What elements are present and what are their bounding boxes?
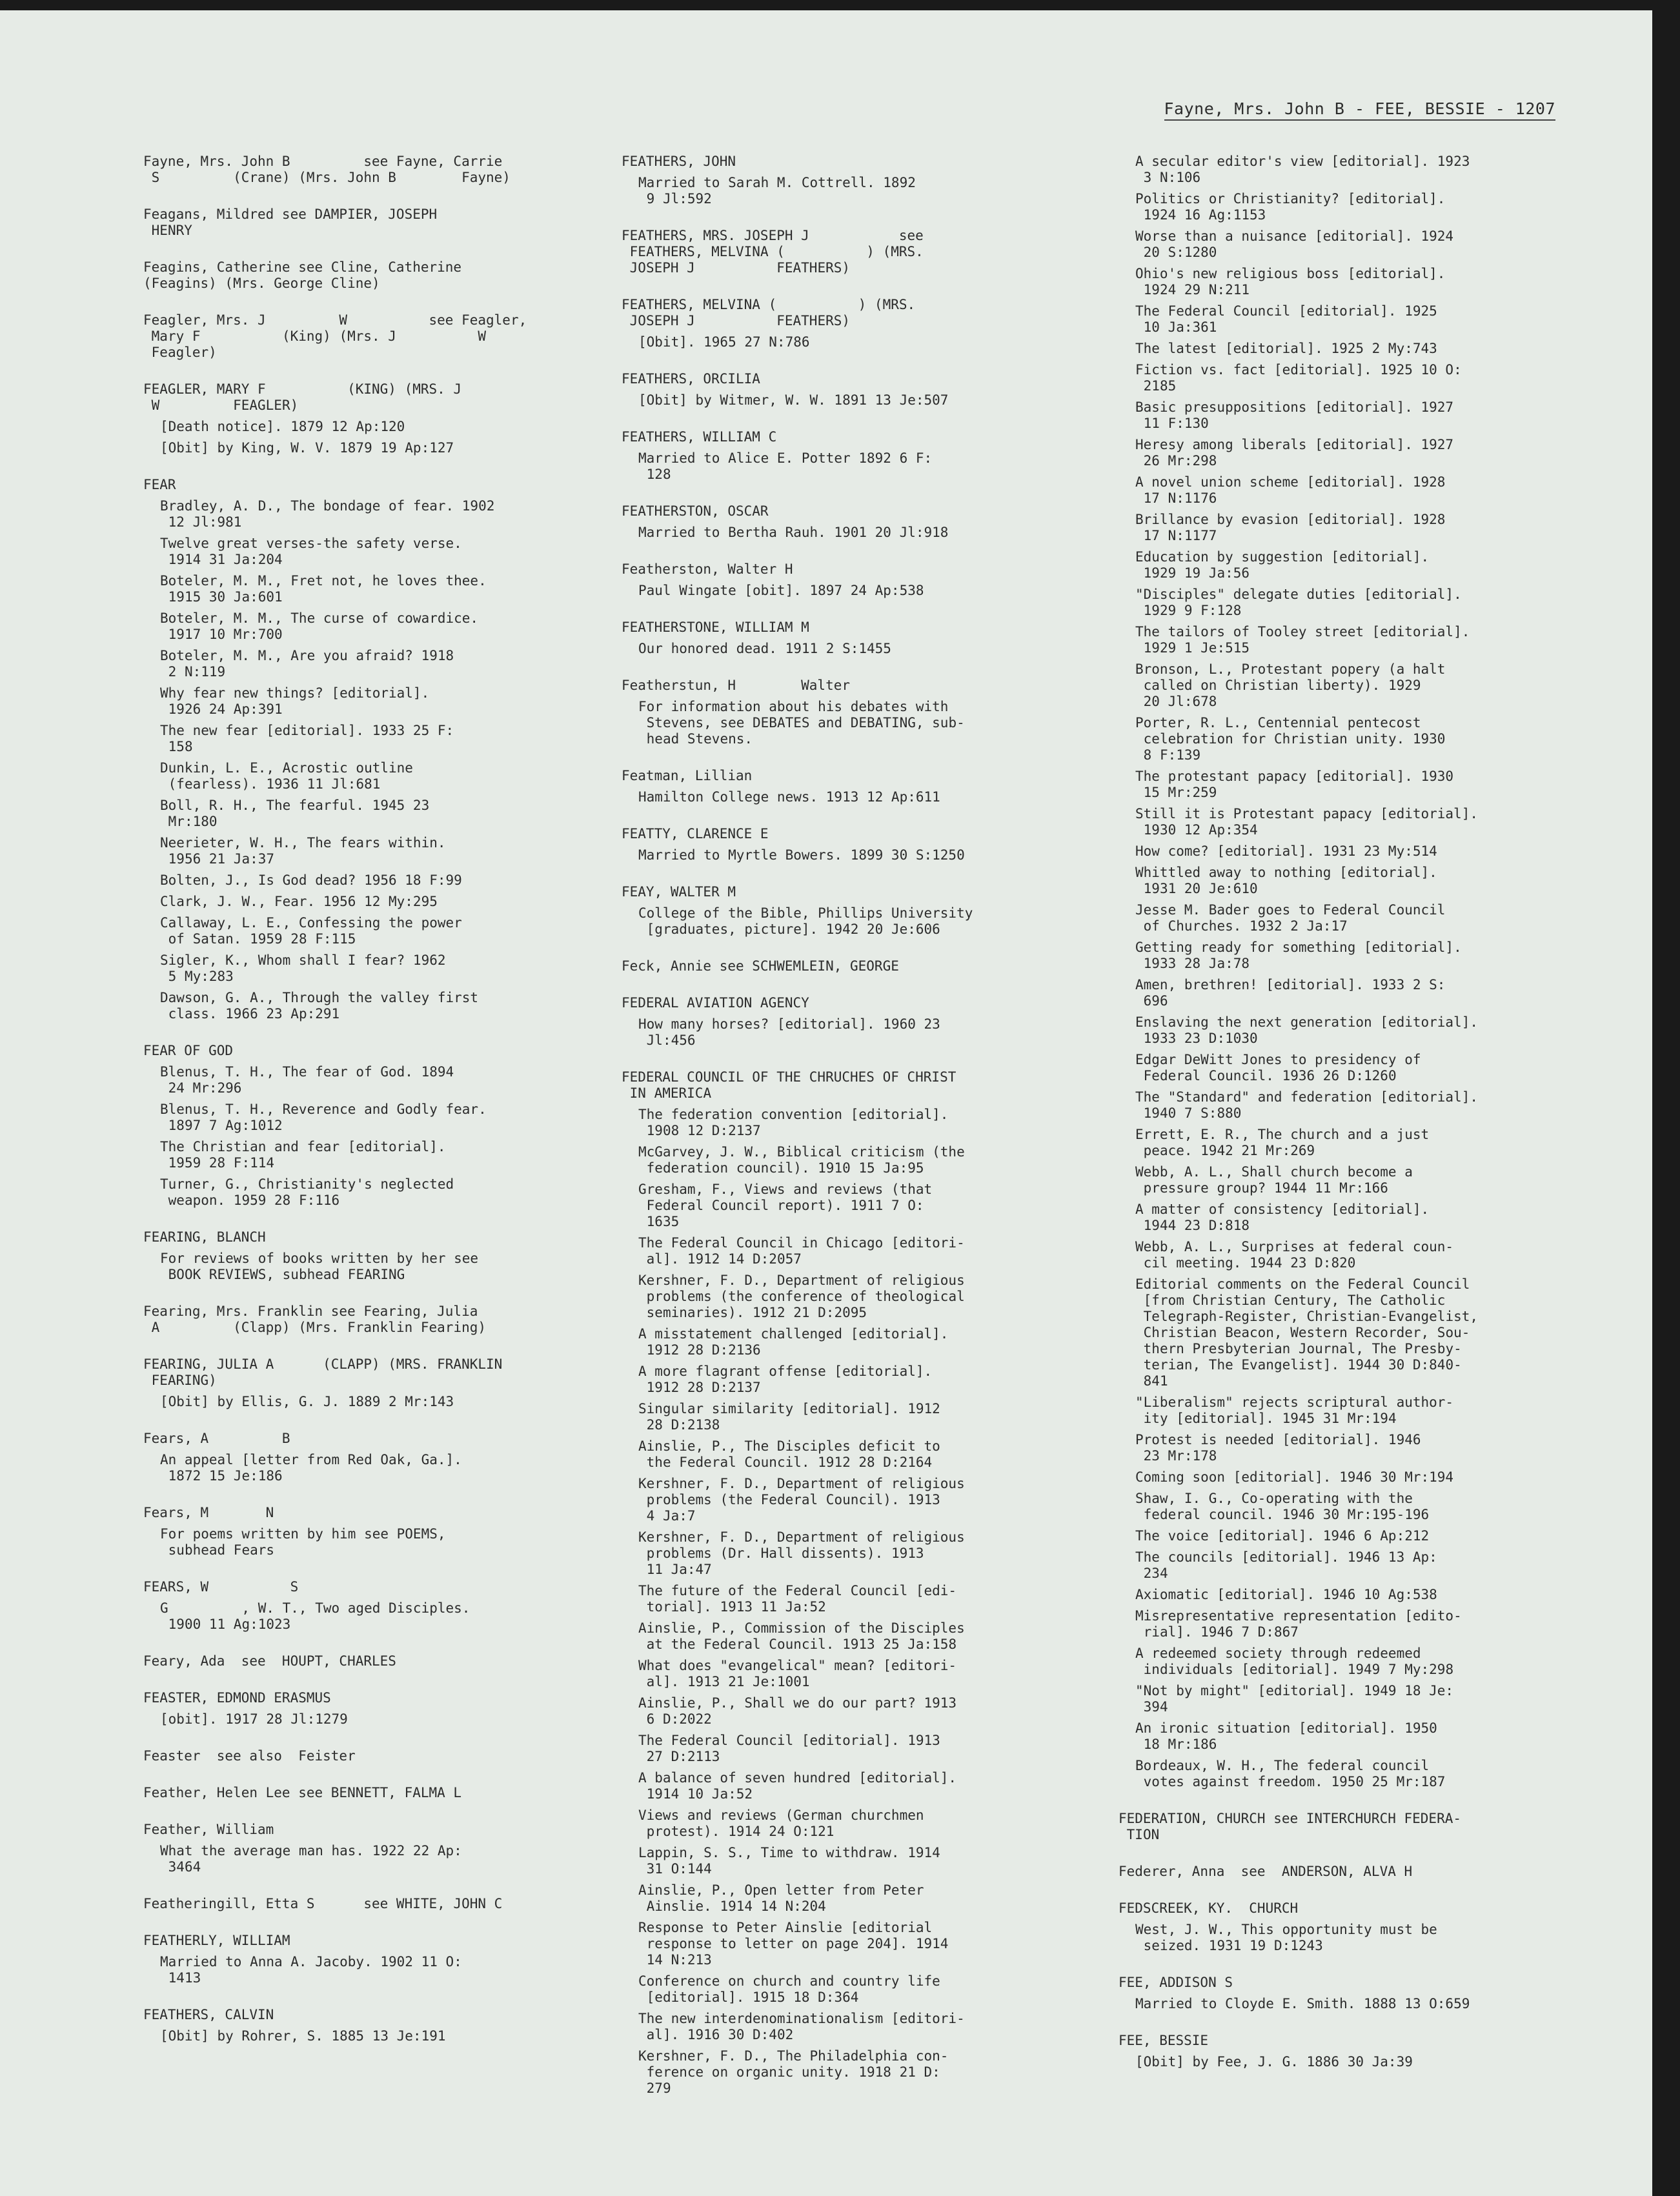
index-entry (1118, 2033, 1570, 2070)
index-page (0, 10, 1652, 2196)
index-entry (143, 1653, 595, 1669)
citation-line: Ohio's new religious boss [editorial]. 1924 29 N:211 (1135, 266, 1446, 297)
citation-line: Shaw, I. G., Co-operating with the federal council. 1946 30 Mr:195-196 (1135, 1491, 1430, 1522)
citation-line: "Liberalism" rejects scriptural author- ity [editorial]. 1945 31 Mr:194 (1135, 1395, 1454, 1426)
index-entry (622, 371, 1073, 408)
citation-line: [Obit] by Fee, J. G. 1886 30 Ja:39 (1135, 2054, 1413, 2070)
citation-line: A secular editor's view [editorial]. 1923 3 N:106 (1135, 154, 1470, 185)
citation-line: A balance of seven hundred [editorial]. 1914 10 Ja:52 (638, 1770, 957, 1802)
citation-line: Married to Cloyde E. Smith. 1888 13 O:659 (1135, 1996, 1470, 2011)
index-entry (143, 477, 595, 1022)
citation-line: The Federal Council in Chicago [editori- al]. 1912 14 D:2057 (638, 1235, 965, 1267)
citation-line: Married to Myrtle Bowers. 1899 30 S:1250 (638, 847, 965, 863)
citation-line: The Federal Council [editorial]. 1913 27 D:2113 (638, 1733, 940, 1764)
index-entry (143, 1690, 595, 1728)
citation-line: Coming soon [editorial]. 1946 30 Mr:194 (1135, 1469, 1454, 1485)
citation-line: The new interdenominationalism [editori- al]. 1916 30 D:402 (638, 2011, 965, 2042)
citation-line: Our honored dead. 1911 2 S:1455 (638, 641, 891, 656)
citation-line: Axiomatic [editorial]. 1946 10 Ag:538 (1135, 1587, 1437, 1602)
index-entry (622, 1069, 1073, 2097)
entry-heading: FEATHERS, MRS. JOSEPH J see FEATHERS, MELVINA ( ) (MRS. JOSEPH J FEATHERS) (622, 228, 924, 276)
citation-line: The latest [editorial]. 1925 2 My:743 (1135, 341, 1437, 356)
index-entry (622, 826, 1073, 863)
citation-line: Clark, J. W., Fear. 1956 12 My:295 (160, 894, 438, 909)
index-entry (622, 154, 1073, 207)
citation-line: Amen, brethren! [editorial]. 1933 2 S: 696 (1135, 977, 1446, 1009)
entry-heading: Feaster see also Feister (143, 1748, 356, 1764)
citation-line: A matter of consistency [editorial]. 1944 23 D:818 (1135, 1202, 1430, 1233)
citation-line: Blenus, T. H., The fear of God. 1894 24 Mr:296 (160, 1064, 454, 1096)
entry-heading: Fears, A B (143, 1431, 290, 1446)
citation-line: Getting ready for something [editorial]. 1933 28 Ja:78 (1135, 940, 1462, 971)
entry-heading: FEAR (143, 477, 176, 492)
citation-line: Hamilton College news. 1913 12 Ap:611 (638, 789, 940, 805)
entry-heading: Feagler, Mrs. J W see Feagler, Mary F (King) (Mrs. J W Feagler) (143, 312, 527, 360)
citation-line: Politics or Christianity? [editorial]. 1924 16 Ag:1153 (1135, 191, 1446, 223)
citation-line: Neerieter, W. H., The fears within. 1956 21 Ja:37 (160, 835, 446, 867)
citation-line: Bolten, J., Is God dead? 1956 18 F:99 (160, 872, 462, 888)
index-entry (622, 297, 1073, 350)
entry-heading: FEATHERS, ORCILIA (622, 371, 760, 387)
entry-heading: FEASTER, EDMOND ERASMUS (143, 1690, 331, 1706)
citation-line: Heresy among liberals [editorial]. 1927 26 Mr:298 (1135, 437, 1454, 468)
citation-line: Basic presuppositions [editorial]. 1927 11 F:130 (1135, 399, 1454, 431)
scan-edge (1652, 0, 1680, 2196)
citation-line: Misrepresentative representation [edito- rial]. 1946 7 D:867 (1135, 1608, 1462, 1640)
citation-line: Ainslie, P., Commission of the Disciples at the Federal Council. 1913 25 Ja:158 (638, 1620, 965, 1652)
citation-line: Boteler, M. M., Are you afraid? 1918 2 N:119 (160, 648, 454, 680)
citation-line: Kershner, F. D., Department of religious problems (the Federal Council). 1913 4 Ja:7 (638, 1476, 965, 1524)
entry-heading: FEARING, JULIA A (CLAPP) (MRS. FRANKLIN FEARING) (143, 1356, 503, 1388)
entry-heading: Feagans, Mildred see DAMPIER, JOSEPH HENRY (143, 207, 438, 238)
index-entry (622, 429, 1073, 483)
citation-line: Singular similarity [editorial]. 1912 28 D:2138 (638, 1401, 940, 1433)
citation-line: The councils [editorial]. 1946 13 Ap: 234 (1135, 1549, 1437, 1581)
entry-heading: Federer, Anna see ANDERSON, ALVA H (1118, 1864, 1413, 1879)
index-entry (622, 228, 1073, 276)
entry-heading: Fayne, Mrs. John B see Fayne, Carrie S (Crane) (Mrs. John B Fayne) (143, 154, 511, 185)
citation-line: Ainslie, P., The Disciples deficit to the Federal Council. 1912 28 D:2164 (638, 1438, 940, 1470)
citation-line: Gresham, F., Views and reviews (that Federal Council report). 1911 7 O: 1635 (638, 1182, 933, 1229)
entry-heading: Feck, Annie see SCHWEMLEIN, GEORGE (622, 958, 899, 974)
citation-line: Edgar DeWitt Jones to presidency of Federal Council. 1936 26 D:1260 (1135, 1052, 1421, 1083)
citation-line: Boteler, M. M., Fret not, he loves thee. 1915 30 Ja:601 (160, 573, 487, 605)
citation-line: [obit]. 1917 28 Jl:1279 (160, 1711, 348, 1727)
citation-line: A misstatement challenged [editorial]. 1912 28 D:2136 (638, 1326, 949, 1358)
index-entry (143, 1304, 595, 1336)
citation-line: Married to Bertha Rauh. 1901 20 Jl:918 (638, 525, 949, 540)
citation-line: The voice [editorial]. 1946 6 Ap:212 (1135, 1528, 1430, 1544)
citation-line: The Christian and fear [editorial]. 1959 28 F:114 (160, 1139, 446, 1171)
index-entry (622, 561, 1073, 599)
entry-heading: Fears, M N (143, 1505, 274, 1520)
citation-line: A redeemed society through redeemed individuals [editorial]. 1949 7 My:298 (1135, 1646, 1454, 1677)
citation-line: Webb, A. L., Shall church become a pressure group? 1944 11 Mr:166 (1135, 1164, 1413, 1196)
citation-line: Bronson, L., Protestant popery (a halt called on Christian liberty). 1929 20 Jl:678 (1135, 661, 1446, 709)
entry-heading: FEDSCREEK, KY. CHURCH (1118, 1900, 1299, 1916)
column-1 (143, 154, 595, 2065)
citation-line: West, J. W., This opportunity must be seized. 1931 19 D:1243 (1135, 1922, 1437, 1953)
citation-line: Married to Anna A. Jacoby. 1902 11 O: 1413 (160, 1954, 462, 1986)
entry-heading: FEDERATION, CHURCH see INTERCHURCH FEDERA- TION (1118, 1811, 1462, 1842)
entry-heading: FEARING, BLANCH (143, 1229, 266, 1245)
citation-line: The future of the Federal Council [edi- torial]. 1913 11 Ja:52 (638, 1583, 957, 1615)
citation-line: How come? [editorial]. 1931 23 My:514 (1135, 843, 1437, 859)
citation-line: Kershner, F. D., Department of religious problems (the conference of theological seminaries). 1912 21 D:2095 (638, 1273, 965, 1320)
citation-line: For poems written by him see POEMS, subhead Fears (160, 1526, 446, 1558)
entry-heading: FEATHERS, MELVINA ( ) (MRS. JOSEPH J FEATHERS) (622, 297, 916, 328)
citation-line: "Disciples" delegate duties [editorial]. 1929 9 F:128 (1135, 587, 1462, 618)
citation-line: Kershner, F. D., The Philadelphia con- ference on organic unity. 1918 21 D: 279 (638, 2048, 949, 2096)
citation-line: Response to Peter Ainslie [editorial response to letter on page 204]. 1914 14 N:213 (638, 1920, 949, 1968)
citation-line: Ainslie, P., Shall we do our part? 1913 6 D:2022 (638, 1695, 957, 1727)
entry-heading: FEATHERS, WILLIAM C (622, 429, 777, 445)
citation-line: Boll, R. H., The fearful. 1945 23 Mr:180 (160, 798, 430, 829)
citation-line: Kershner, F. D., Department of religious problems (Dr. Hall dissents). 1913 11 Ja:47 (638, 1529, 965, 1577)
index-entry (143, 2007, 595, 2044)
citation-line: Dawson, G. A., Through the valley first class. 1966 23 Ap:291 (160, 990, 479, 1022)
entry-heading: FEAGLER, MARY F (KING) (MRS. J W FEAGLER) (143, 381, 462, 413)
index-entry (622, 884, 1073, 938)
entry-heading: Featheringill, Etta S see WHITE, JOHN C (143, 1896, 503, 1911)
citation-line: Married to Sarah M. Cottrell. 1892 9 Jl:592 (638, 175, 916, 207)
citation-line: Worse than a nuisance [editorial]. 1924 20 S:1280 (1135, 228, 1454, 260)
citation-line: For information about his debates with Stevens, see DEBATES and DEBATING, sub- head Stevens. (638, 699, 965, 747)
entry-heading: FEAR OF GOD (143, 1043, 234, 1058)
index-entry (143, 1043, 595, 1209)
citation-line: [Death notice]. 1879 12 Ap:120 (160, 419, 405, 434)
citation-line: The "Standard" and federation [editorial]. 1940 7 S:880 (1135, 1089, 1479, 1121)
citation-line: An appeal [letter from Red Oak, Ga.]. 1872 15 Je:186 (160, 1452, 462, 1484)
index-entry (622, 503, 1073, 541)
citation-line: Lappin, S. S., Time to withdraw. 1914 31 O:144 (638, 1845, 940, 1877)
entry-heading: Feary, Ada see HOUPT, CHARLES (143, 1653, 396, 1669)
citation-line: G , W. T., Two aged Disciples. 1900 11 Ag:1023 (160, 1600, 471, 1632)
citation-line: Education by suggestion [editorial]. 1929 19 Ja:56 (1135, 549, 1430, 581)
entry-heading: Featman, Lillian (622, 768, 753, 783)
column-2 (622, 154, 1073, 2117)
citation-line: Sigler, K., Whom shall I fear? 1962 5 My:283 (160, 952, 446, 984)
citation-line: McGarvey, J. W., Biblical criticism (the federation council). 1910 15 Ja:95 (638, 1144, 965, 1176)
citation-line: What the average man has. 1922 22 Ap: 3464 (160, 1843, 462, 1875)
citation-line: Why fear new things? [editorial]. 1926 24 Ap:391 (160, 685, 430, 717)
citation-line: The tailors of Tooley street [editorial]. 1929 1 Je:515 (1135, 624, 1470, 656)
index-entry (622, 958, 1073, 974)
index-entry (622, 768, 1073, 805)
citation-line: Dunkin, L. E., Acrostic outline (fearless). 1936 11 Jl:681 (160, 760, 413, 792)
index-entry (622, 620, 1073, 657)
index-entry (143, 1431, 595, 1484)
entry-heading: FEATTY, CLARENCE E (622, 826, 769, 841)
citation-line: Porter, R. L., Centennial pentecost celebration for Christian unity. 1930 8 F:139 (1135, 715, 1446, 763)
citation-line: College of the Bible, Phillips University [graduates, picture]. 1942 20 Je:606 (638, 905, 973, 937)
citation-line: Still it is Protestant papacy [editorial]. 1930 12 Ap:354 (1135, 806, 1479, 838)
citation-line: A novel union scheme [editorial]. 1928 17 N:1176 (1135, 474, 1446, 506)
citation-line: Boteler, M. M., The curse of cowardice. 1917 10 Mr:700 (160, 610, 479, 642)
citation-line: A more flagrant offense [editorial]. 1912 28 D:2137 (638, 1364, 933, 1395)
citation-line: The new fear [editorial]. 1933 25 F: 158 (160, 723, 454, 754)
index-entry (143, 1822, 595, 1875)
citation-line: Blenus, T. H., Reverence and Godly fear. 1897 7 Ag:1012 (160, 1102, 487, 1133)
citation-line: [Obit] by King, W. V. 1879 19 Ap:127 (160, 440, 454, 456)
entry-heading: Feather, William (143, 1822, 274, 1837)
citation-line: Brillance by evasion [editorial]. 1928 17 N:1177 (1135, 512, 1446, 543)
index-entry (1118, 1811, 1570, 1843)
entry-heading: FEDERAL AVIATION AGENCY (622, 995, 809, 1011)
index-entry (143, 1748, 595, 1764)
index-entry (622, 995, 1073, 1049)
citation-line: The federation convention [editorial]. 1908 12 D:2137 (638, 1107, 949, 1138)
citation-line: Editorial comments on the Federal Council [from Christian Century, The Catholic Telegraph-Register, Christian-Evangelist, Christian Beacon, Western Recorder, Sou- thern Presbyterian Journal, The Presby- terian, The Evangelist]. 1944 30 D:840- 841 (1135, 1276, 1479, 1389)
entry-heading: FEATHERLY, WILLIAM (143, 1933, 290, 1948)
citation-line: The protestant papacy [editorial]. 1930 15 Mr:259 (1135, 769, 1454, 800)
entry-heading: FEAY, WALTER M (622, 884, 736, 900)
entry-heading: Fearing, Mrs. Franklin see Fearing, Julia A (Clapp) (Mrs. Franklin Fearing) (143, 1304, 487, 1335)
entry-heading: FEATHERSTON, OSCAR (622, 503, 769, 519)
citation-line: Callaway, L. E., Confessing the power of Satan. 1959 28 F:115 (160, 915, 462, 947)
entry-heading: FEARS, W S (143, 1579, 299, 1595)
index-entry (1118, 1900, 1570, 1954)
citation-line: Jesse M. Bader goes to Federal Council of Churches. 1932 2 Ja:17 (1135, 902, 1446, 934)
entry-heading: Featherston, Walter H (622, 561, 793, 577)
column-3 (1118, 154, 1570, 2091)
citation-line: [Obit] by Witmer, W. W. 1891 13 Je:507 (638, 392, 949, 408)
citation-line: Ainslie, P., Open letter from Peter Ainslie. 1914 14 N:204 (638, 1882, 924, 1914)
running-head: Fayne, Mrs. John B - FEE, BESSIE - 1207 (1164, 99, 1556, 121)
index-entry (1118, 1975, 1570, 2012)
index-entry (143, 1785, 595, 1801)
index-entry (143, 154, 595, 186)
citation-line: [Obit] by Ellis, G. J. 1889 2 Mr:143 (160, 1394, 454, 1409)
citation-line: Married to Alice E. Potter 1892 6 F: 128 (638, 450, 933, 482)
citation-line: For reviews of books written by her see BOOK REVIEWS, subhead FEARING (160, 1251, 479, 1282)
index-entry (143, 1505, 595, 1558)
index-entry (143, 1229, 595, 1283)
entry-heading: FEE, BESSIE (1118, 2033, 1209, 2048)
index-entry (143, 207, 595, 239)
citation-line: How many horses? [editorial]. 1960 23 Jl:456 (638, 1016, 940, 1048)
entry-heading: FEE, ADDISON S (1118, 1975, 1233, 1990)
entry-heading: FEDERAL COUNCIL OF THE CHRUCHES OF CHRIST IN AMERICA (622, 1069, 956, 1101)
citation-line: Views and reviews (German churchmen protest). 1914 24 O:121 (638, 1808, 924, 1839)
citation-line: "Not by might" [editorial]. 1949 18 Je: 394 (1135, 1683, 1454, 1715)
citation-line: [Obit]. 1965 27 N:786 (638, 334, 810, 350)
citation-line: [Obit] by Rohrer, S. 1885 13 Je:191 (160, 2028, 446, 2044)
citation-line: Twelve great verses-the safety verse. 1914 31 Ja:204 (160, 536, 462, 567)
index-entry (143, 259, 595, 292)
citation-line: What does "evangelical" mean? [editori- al]. 1913 21 Je:1001 (638, 1658, 957, 1689)
citation-line: Protest is needed [editorial]. 1946 23 Mr:178 (1135, 1432, 1421, 1464)
citation-line: Conference on church and country life [editorial]. 1915 18 D:364 (638, 1973, 940, 2005)
index-entry (143, 1933, 595, 1986)
index-entry (143, 1579, 595, 1633)
index-entry (1118, 1864, 1570, 1880)
index-entry (1118, 154, 1570, 1790)
entry-heading: Feagins, Catherine see Cline, Catherine (Feagins) (Mrs. George Cline) (143, 259, 462, 291)
citation-line: An ironic situation [editorial]. 1950 18 Mr:186 (1135, 1720, 1437, 1752)
index-entry (143, 381, 595, 456)
citation-line: Bordeaux, W. H., The federal council votes against freedom. 1950 25 Mr:187 (1135, 1758, 1446, 1789)
citation-line: Fiction vs. fact [editorial]. 1925 10 O: 2185 (1135, 362, 1462, 394)
index-entry (143, 1896, 595, 1912)
index-entry (622, 678, 1073, 747)
citation-line: Webb, A. L., Surprises at federal coun- cil meeting. 1944 23 D:820 (1135, 1239, 1454, 1271)
citation-line: Bradley, A. D., The bondage of fear. 1902 12 Jl:981 (160, 498, 495, 530)
citation-line: Paul Wingate [obit]. 1897 24 Ap:538 (638, 583, 924, 598)
entry-heading: Feather, Helen Lee see BENNETT, FALMA L (143, 1785, 462, 1800)
citation-line: Turner, G., Christianity's neglected weapon. 1959 28 F:116 (160, 1176, 454, 1208)
citation-line: Enslaving the next generation [editorial]. 1933 23 D:1030 (1135, 1014, 1479, 1046)
index-entry (143, 1356, 595, 1410)
entry-heading: FEATHERSTONE, WILLIAM M (622, 620, 809, 635)
citation-line: The Federal Council [editorial]. 1925 10 Ja:361 (1135, 303, 1437, 335)
entry-heading: Featherstun, H Walter (622, 678, 851, 693)
entry-heading: FEATHERS, JOHN (622, 154, 736, 169)
page-header (1148, 99, 1556, 118)
citation-line: Whittled away to nothing [editorial]. 1931 20 Je:610 (1135, 865, 1437, 896)
index-entry (143, 312, 595, 361)
entry-heading: FEATHERS, CALVIN (143, 2007, 274, 2022)
citation-line: Errett, E. R., The church and a just peace. 1942 21 Mr:269 (1135, 1127, 1430, 1158)
